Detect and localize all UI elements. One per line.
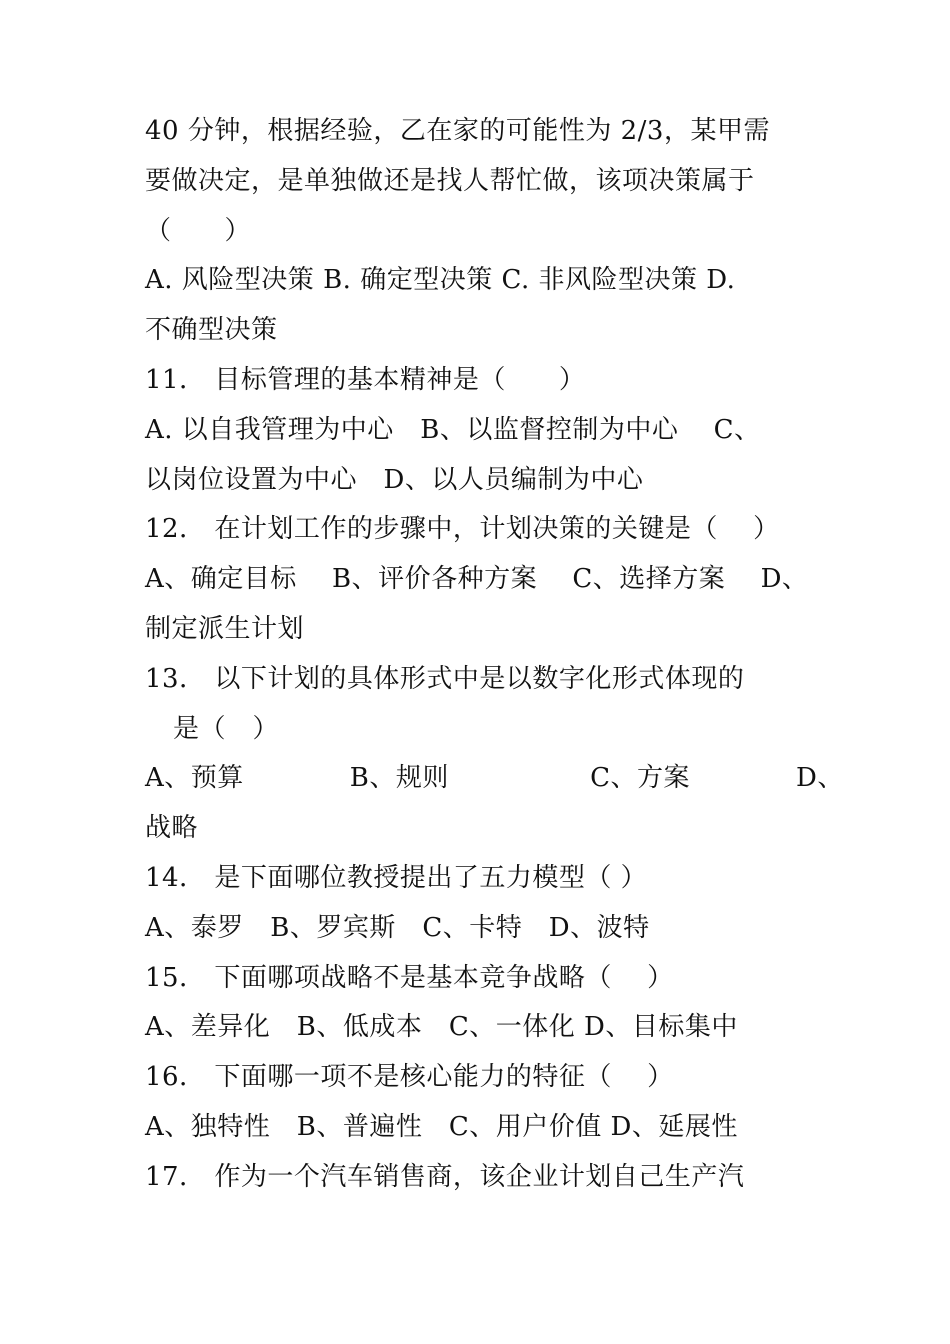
text-line-q14-stem: 14． 是下面哪位教授提出了五力模型（ ） (145, 862, 648, 893)
text-line-q10-options-1: A. 风险型决策 B. 确定型决策 C. 非风险型决策 D. (145, 265, 736, 296)
text-line-q10-stem-1: 40 分钟，根据经验，乙在家的可能性为 2/3，某甲需 (145, 116, 770, 146)
text-line-q10-blank: （ ） (145, 215, 252, 246)
text-line-q13-options-2: 战略 (145, 813, 199, 844)
text-line-q16-options: A、独特性 B、普遍性 C、用户价值 D、延展性 (145, 1111, 738, 1142)
text-line-q13-stem-2: 是（ ） (173, 713, 280, 744)
text-line-q14-options: A、泰罗 B、罗宾斯 C、卡特 D、波特 (145, 912, 650, 943)
text-line-q11-stem: 11． 目标管理的基本精神是（ ） (145, 364, 586, 395)
text-line-q12-options-2: 制定派生计划 (145, 613, 305, 644)
text-line-q11-options-2: 以岗位设置为中心 D、以人员编制为中心 (145, 464, 644, 495)
text-line-q13-options-1: A、预算 B、规则 C、方案 D、 (145, 763, 844, 794)
text-line-q11-options-1: A. 以自我管理为中心 B、以监督控制为中心 C、 (145, 414, 761, 445)
text-line-q17-stem: 17． 作为一个汽车销售商，该企业计划自己生产汽 (145, 1161, 745, 1192)
text-line-q10-options-2: 不确型决策 (145, 315, 278, 346)
text-line-q12-stem: 12． 在计划工作的步骤中，计划决策的关键是（ ） (145, 514, 780, 545)
text-line-q15-options: A、差异化 B、低成本 C、一体化 D、目标集中 (145, 1012, 738, 1043)
text-line-q10-stem-2: 要做决定，是单独做还是找人帮忙做，该项决策属于 (145, 165, 755, 196)
document-body (145, 107, 844, 1203)
text-line-q12-options-1: A、确定目标 B、评价各种方案 C、选择方案 D、 (145, 564, 809, 595)
text-line-q13-stem-1: 13． 以下计划的具体形式中是以数字化形式体现的 (145, 663, 745, 694)
text-line-q16-stem: 16． 下面哪一项不是核心能力的特征（ ） (145, 1062, 674, 1093)
text-line-q15-stem: 15． 下面哪项战略不是基本竞争战略（ ） (145, 962, 674, 993)
